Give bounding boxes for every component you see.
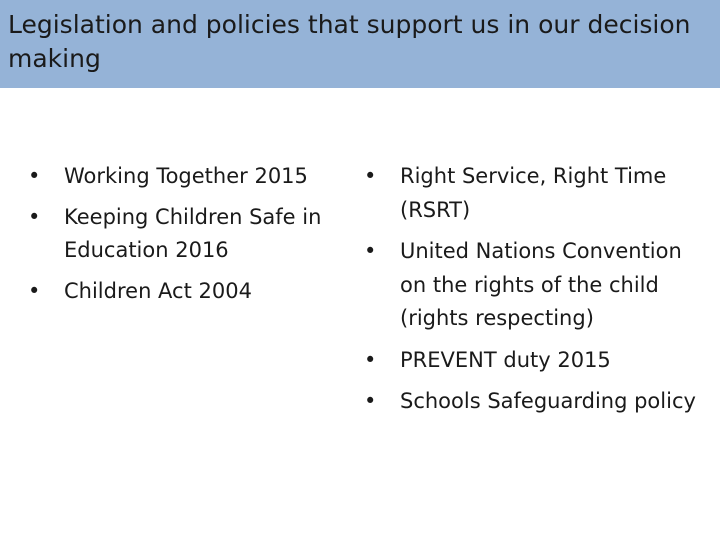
- list-item: [28, 275, 353, 309]
- list-item: [28, 201, 353, 268]
- right-bullet-list: [364, 160, 714, 427]
- list-item: [364, 235, 714, 336]
- list-item-text: Working Together 2015: [64, 164, 308, 188]
- bullet-icon: •: [28, 278, 41, 303]
- bullet-icon: •: [364, 164, 377, 188]
- list-item: [28, 160, 353, 194]
- bullet-icon: •: [364, 389, 377, 413]
- list-item: [364, 160, 714, 227]
- slide-title: Legislation and policies that support us in our decision making: [8, 10, 691, 73]
- list-item-text: United Nations Convention on the rights of the child (rights respecting): [400, 239, 682, 330]
- list-item-text: Schools Safeguarding policy: [400, 389, 696, 413]
- left-bullet-list: [28, 160, 353, 315]
- list-item: [364, 385, 714, 419]
- bullet-icon: •: [364, 347, 377, 372]
- title-bar: [0, 0, 720, 88]
- bullet-icon: •: [28, 164, 41, 188]
- bullet-icon: •: [364, 239, 377, 263]
- list-item-text: Children Act 2004: [64, 278, 252, 303]
- bullet-icon: •: [28, 204, 41, 229]
- list-item: [364, 344, 714, 378]
- list-item-text: Keeping Children Safe in Education 2016: [64, 204, 322, 262]
- list-item-text: Right Service, Right Time (RSRT): [400, 164, 667, 222]
- list-item-text: PREVENT duty 2015: [400, 347, 611, 372]
